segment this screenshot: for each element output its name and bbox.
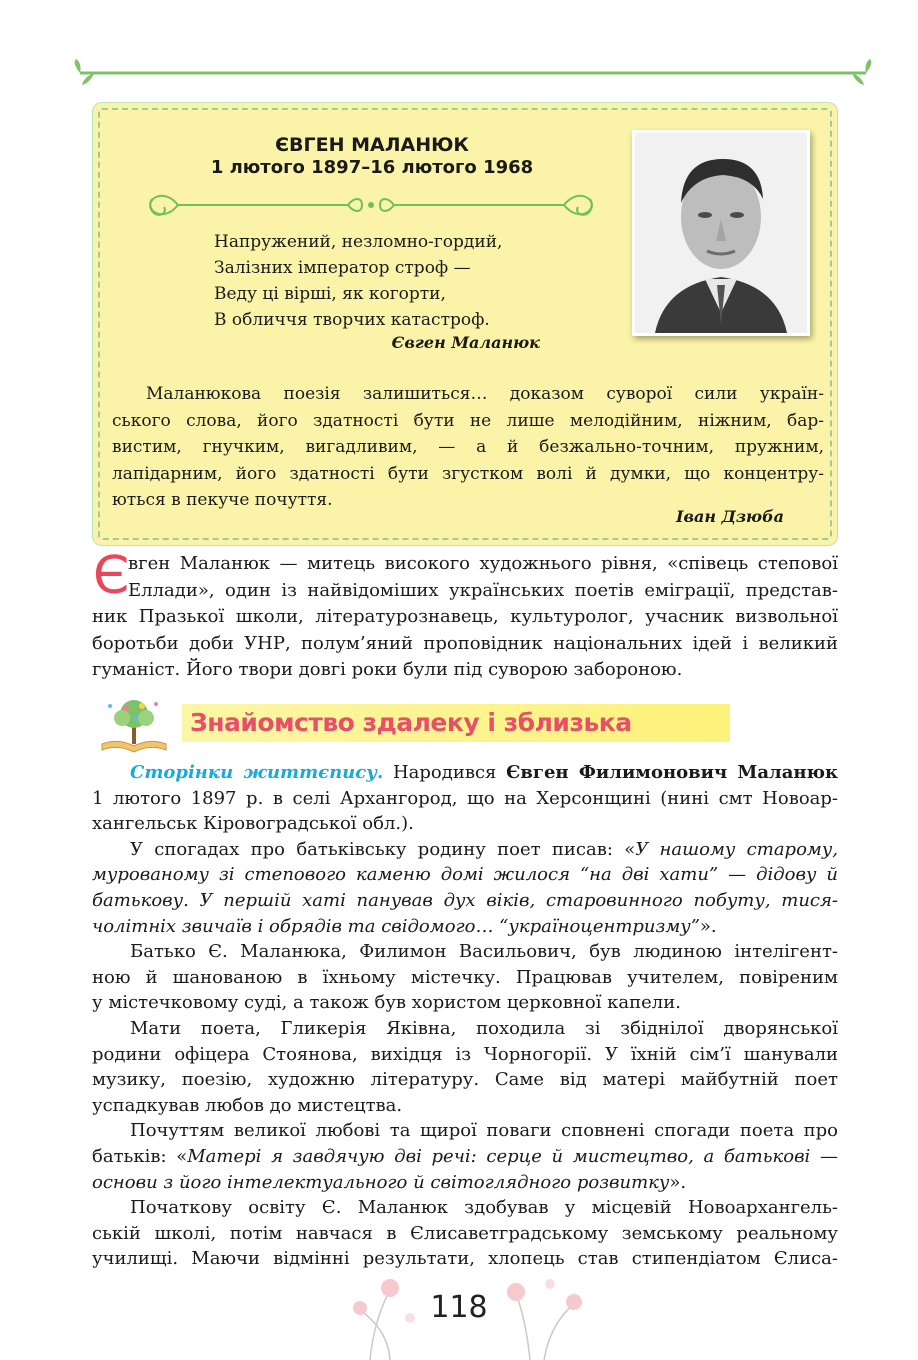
poem-line: Залізних імператор строф — xyxy=(214,258,471,278)
body-line: 1 лютого 1897 р. в селі Архангород, що на Херсонщині (нині смт Новоар- xyxy=(92,787,838,809)
quote-author: Іван Дзюба xyxy=(676,507,784,526)
ornament-divider-icon xyxy=(138,182,604,228)
body-line: у містечковому суді, а також був хористом церковної капели. xyxy=(92,992,681,1014)
body-line: Батько Є. Маланюка, Филимон Васильович, був людиною інтелігент- xyxy=(130,941,838,963)
quote-line: Маланюкова поезія залишиться… доказом суворої сили україн- xyxy=(146,384,824,404)
epigraph-poem xyxy=(214,229,574,333)
intro-line: вген Маланюк — митець високого художнього рівня, «співець степової xyxy=(128,553,838,574)
poem-author: Євген Маланюк xyxy=(391,333,540,352)
body-line: хангельськ Кіровоградської обл.). xyxy=(92,813,414,835)
poet-name: ЄВГЕН МАЛАНЮК xyxy=(275,134,469,156)
body-line: успадкував любов до мистецтва. xyxy=(92,1094,403,1116)
poet-portrait xyxy=(632,130,810,336)
intro-line: боротьби доби УНР, полум’яний проповідник національних ідей і великий xyxy=(92,632,838,654)
poet-life-dates: 1 лютого 1897–16 лютого 1968 xyxy=(210,157,534,178)
poem-line: Веду ці вірші, як когорти, xyxy=(214,284,446,304)
quote-line: лапідарним, його здатності бути згустком волі й думки, що концентру- xyxy=(112,463,824,484)
critic-quote xyxy=(112,381,824,514)
page-number: 118 xyxy=(430,1290,488,1325)
drop-cap: Є xyxy=(93,546,130,606)
body-line: чолітніх звичаїв і обрядів та свідомого… “україноцентризму”». xyxy=(92,915,717,937)
body-line: ною й шанованою в їхньому містечку. Працював учителем, повіреним xyxy=(92,966,838,988)
poem-line: Напружений, незломно-гордий, xyxy=(214,232,503,252)
quote-line: ються в пекуче почуття. xyxy=(112,490,333,511)
tree-book-icon xyxy=(96,694,172,754)
top-vine-rule xyxy=(0,58,918,88)
body-line: училищі. Маючи відмінні результати, хлопець став стипендіатом Єлиса- xyxy=(92,1248,838,1270)
body-line: У спогадах про батьківську родину поет писав: «У нашому старому, xyxy=(130,838,839,860)
intro-line: ник Празької школи, літературознавець, культуролог, учасник визвольної xyxy=(92,606,838,628)
body-line: Сторінки життєпису. Народився Євген Филимонович Маланюк xyxy=(130,762,838,783)
intro-paragraph xyxy=(92,551,838,684)
body-line: батькову. У першій хаті панував дух віків, старовинного побуту, тися- xyxy=(92,889,838,911)
body-line: Початкову освіту Є. Маланюк здобував у місцевій Новоархангель- xyxy=(130,1197,838,1219)
quote-line: ського слова, його здатності бути не лише мелодійним, ніжним, бар- xyxy=(112,410,824,431)
subheading: Сторінки життєпису. xyxy=(130,762,384,783)
intro-line: Еллади», один із найвідоміших українських поетів еміграції, представ- xyxy=(128,579,838,601)
body-line: батьків: «Матері я завдячую дві речі: серце й мистецтво, а батькові — xyxy=(92,1145,838,1167)
intro-line: гуманіст. Його твори довгі роки були під суворою забороною. xyxy=(92,659,683,681)
section-title: Знайомство здалеку і зблизька xyxy=(190,708,632,737)
section-heading xyxy=(96,694,636,754)
body-line: Мати поета, Гликерія Яківна, походила зі збіднілої дворянської xyxy=(130,1017,838,1039)
quote-line: вистим, гнучким, вигадливим, — а й безжально-точним, пружним, xyxy=(112,437,824,458)
main-body-text xyxy=(92,760,838,1272)
body-line: ській школі, потім навчася в Єлисаветградському земському реальному xyxy=(92,1222,838,1244)
body-line: основи з його інтелектуального й світоглядного розвитку». xyxy=(92,1171,687,1193)
body-line: Почуттям великої любові та щирої поваги сповнені спогади поета про xyxy=(130,1120,838,1142)
body-line: мурованому зі степового каменю домі жилося “на дві хати” — дідову й xyxy=(92,864,838,886)
body-line: родини офіцера Стоянова, вихідця із Чорногорії. У їхній сім’ї шанували xyxy=(92,1043,838,1065)
body-line: музику, поезію, художню літературу. Саме від матері майбутній поет xyxy=(92,1069,838,1091)
poem-line: В обличчя творчих катастроф. xyxy=(214,310,490,330)
